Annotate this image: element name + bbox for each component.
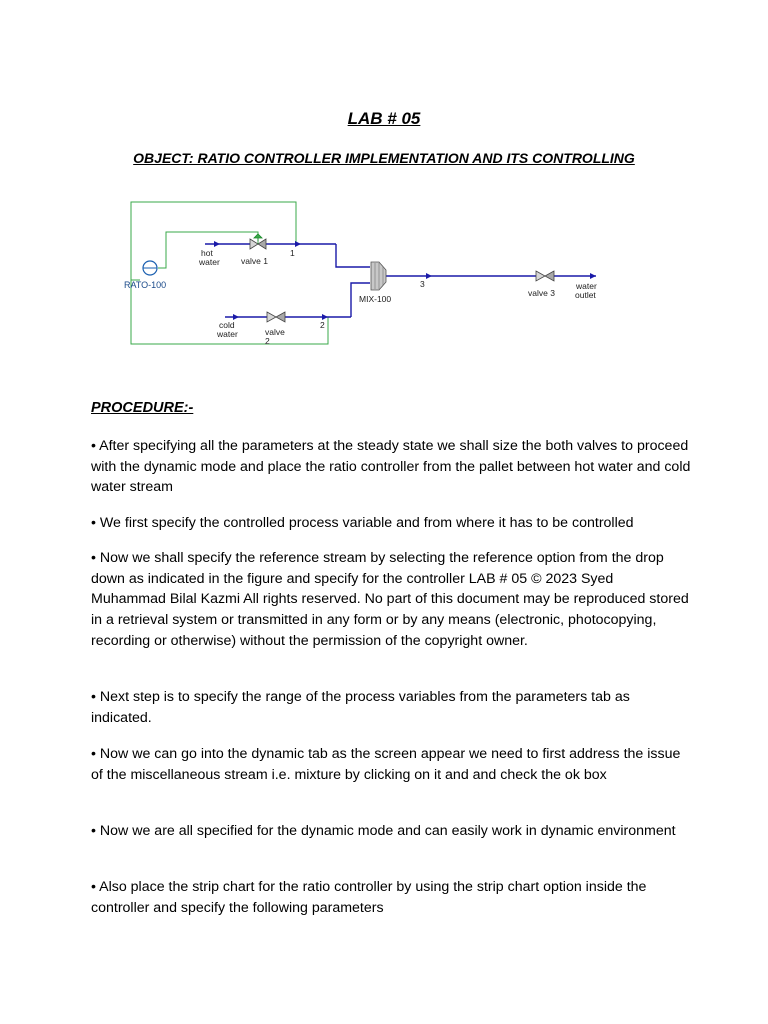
procedure-paragraph: • Now we are all specified for the dynamic mode and can easily work in dynamic environment: [91, 823, 676, 839]
valve-3-label: valve 3: [528, 288, 555, 298]
procedure-paragraph: • Also place the strip chart for the ratio controller by using the strip chart option inside the controller and specify the following parameters: [91, 879, 647, 916]
procedure-paragraph: • Next step is to specify the range of the process variables from the parameters tab as indicated.: [91, 689, 630, 726]
mixer-label: MIX-100: [359, 294, 392, 304]
procedure-paragraph: • Now we shall specify the reference stream by selecting the reference option from the drop down as indicated in the figure and specify for the controller LAB # 05 © 2023 Syed Muhammad Bilal Kazmi All rights reserved. No part of this document may be reproduced stored in a retrieval system or transmitted in any form or by any means (electronic, photocopying, recording or otherwise) without the permission of the copyright owner.: [91, 550, 689, 649]
controller-label: RATO-100: [124, 280, 167, 290]
valve-2-label-1: valve: [265, 327, 285, 337]
procedure-paragraph: • Now we can go into the dynamic tab as the screen appear we need to first address the issue of the miscellaneous stream i.e. mixture by clicking on it and and check the ok box: [91, 746, 681, 783]
valve-2-icon: [267, 312, 285, 322]
valve-1-label: valve 1: [241, 256, 268, 266]
cold-water-label-1: cold: [219, 320, 235, 330]
mixer-icon: [371, 262, 386, 290]
hot-water-label-1: hot: [201, 248, 213, 258]
procedure-paragraph: • After specifying all the parameters at the steady state we shall size the both valves to proceed with the dynamic mode and place the ratio controller from the pallet between hot water and cold water stream: [91, 438, 691, 496]
procedure-heading: PROCEDURE:-: [91, 400, 194, 416]
process-flow-diagram: [120, 192, 610, 357]
outlet-arrow-icon: [590, 273, 596, 279]
stream-2-label: 2: [320, 320, 325, 330]
stream-1-arrow-icon: [295, 241, 301, 247]
ratio-controller-icon: [143, 261, 157, 275]
valve-1-icon: [250, 234, 266, 249]
cold-water-label-2: water: [217, 329, 238, 339]
stream-1-label: 1: [290, 248, 295, 258]
procedure-paragraph: • We first specify the controlled process variable and from where it has to be controlled: [91, 515, 634, 531]
valve-3-icon: [536, 271, 554, 281]
hot-water-label-2: water: [199, 257, 220, 267]
outlet-label-1: water: [576, 281, 597, 291]
stream-3-arrow-icon: [426, 273, 432, 279]
valve-2-label-2: 2: [265, 336, 270, 346]
hot-water-arrow-icon: [214, 241, 220, 247]
stream-arrows: [214, 241, 596, 320]
outlet-label-2: outlet: [575, 290, 596, 300]
lab-title: LAB # 05: [347, 109, 421, 128]
stream-3-label: 3: [420, 279, 425, 289]
object-heading: OBJECT: RATIO CONTROLLER IMPLEMENTATION AND ITS CONTROLLING: [133, 150, 635, 166]
